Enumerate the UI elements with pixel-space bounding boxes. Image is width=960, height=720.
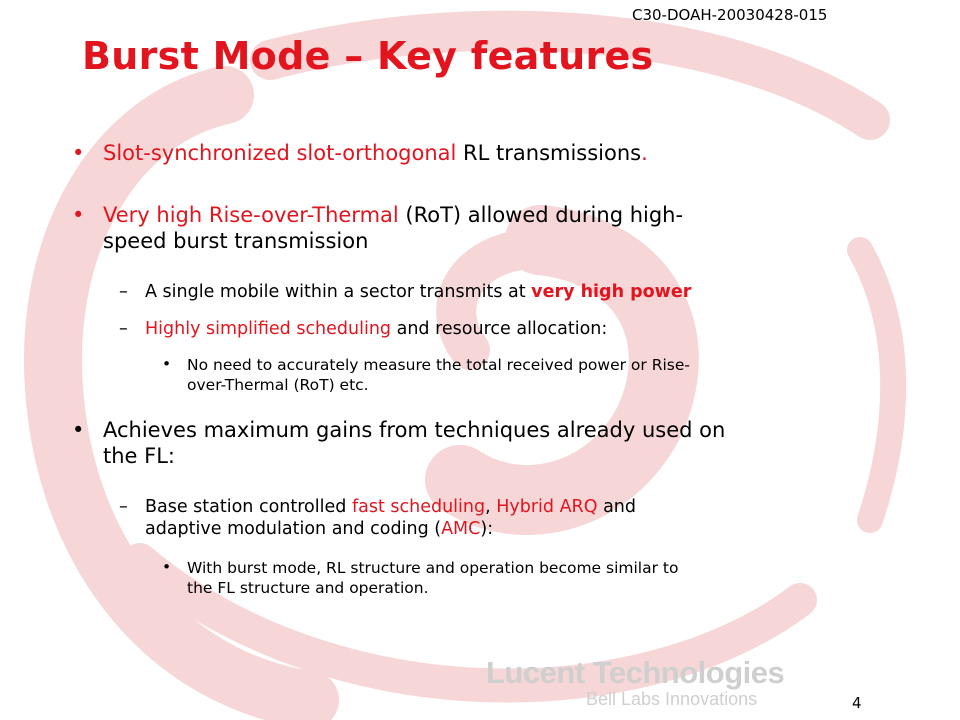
subbullet-text-red: AMC	[441, 519, 481, 539]
subsubbullet-text: No need to accurately measure the total received power or Rise-	[187, 356, 690, 374]
subbullet-text: Base station controlled	[145, 497, 352, 517]
bullet-text-red: .	[641, 141, 648, 165]
subsubbullet-burst-mode-similar	[162, 558, 887, 598]
bullet-dot: •	[72, 418, 85, 442]
bullet-text: (RoT) allowed during high-	[398, 203, 684, 227]
dot-marker: •	[162, 558, 172, 576]
subbullet-text-red-bold: very high power	[531, 282, 692, 302]
subbullet-text: and	[597, 497, 636, 517]
bullet-dot: •	[72, 203, 85, 227]
bullet-very-high-rot	[72, 202, 873, 254]
dash-marker: –	[119, 282, 128, 302]
bullet-text-red: Very high Rise-over-Thermal	[103, 203, 399, 227]
subbullet-base-station-controlled	[119, 496, 905, 540]
bullet-slot-synchronized	[72, 140, 873, 166]
subbullet-text-red: fast scheduling	[351, 497, 486, 517]
bullet-text: Achieves maximum gains from techniques already used on	[103, 418, 726, 442]
bullet-text: the FL:	[103, 444, 175, 468]
page-number: 4	[852, 694, 862, 712]
dash-marker: –	[119, 319, 128, 339]
dot-marker: •	[162, 355, 172, 373]
subbullet-single-mobile	[119, 281, 905, 303]
subbullet-text: A single mobile within a sector transmits at	[145, 282, 532, 302]
subbullet-text: ,	[485, 497, 497, 517]
subbullet-text-red: Highly simplified scheduling	[145, 319, 392, 339]
bullet-text: RL transmissions	[456, 141, 642, 165]
slide-title: Burst Mode – Key features	[82, 34, 654, 78]
subbullet-text: and resource allocation:	[391, 319, 608, 339]
dash-marker: –	[119, 497, 128, 517]
subbullet-text: ):	[480, 519, 494, 539]
subsubbullet-no-need-to-measure	[162, 355, 887, 395]
bullet-dot: •	[72, 141, 85, 165]
subbullet-simplified-scheduling	[119, 318, 905, 340]
document-id: C30-DOAH-20030428-015	[632, 6, 828, 24]
bullet-achieves-maximum-gains	[72, 417, 873, 469]
brand-main-text: Lucent Technologies	[486, 655, 785, 690]
bullet-text-red: Slot-synchronized slot-orthogonal	[103, 141, 457, 165]
subbullet-text: adaptive modulation and coding (	[145, 519, 442, 539]
subsubbullet-text: the FL structure and operation.	[187, 579, 429, 597]
subbullet-text-red: Hybrid ARQ	[496, 497, 598, 517]
brand-sub-text: Bell Labs Innovations	[586, 689, 758, 709]
subsubbullet-text: With burst mode, RL structure and operation become similar to	[187, 559, 679, 577]
subsubbullet-text: over-Thermal (RoT) etc.	[187, 376, 369, 394]
bullet-text: speed burst transmission	[103, 229, 369, 253]
